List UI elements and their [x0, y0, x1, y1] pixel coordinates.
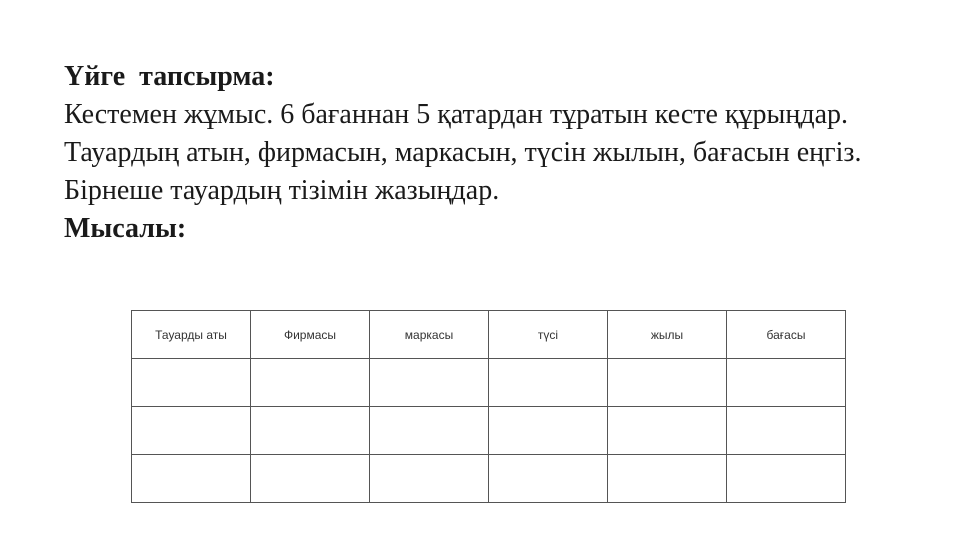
slide-text-block — [64, 58, 894, 248]
table-cell — [489, 407, 608, 455]
column-header-product-name: Тауарды аты — [132, 311, 251, 359]
table-cell — [251, 359, 370, 407]
column-header-brand: маркасы — [370, 311, 489, 359]
task-description: Кестемен жұмыс. 6 бағаннан 5 қатардан тұратын кесте құрыңдар. Тауардың атын, фирмасын, маркасын, түсін жылын, бағасын еңгіз. Бірнеше тауардың тізімін жазыңдар. — [64, 99, 862, 206]
table-cell — [370, 359, 489, 407]
table-cell — [727, 407, 846, 455]
table-cell — [370, 407, 489, 455]
column-header-price: бағасы — [727, 311, 846, 359]
table-row — [132, 359, 846, 407]
table-row — [132, 455, 846, 503]
table-cell — [608, 455, 727, 503]
table-header-row — [132, 311, 846, 359]
table-cell — [489, 455, 608, 503]
table-cell — [251, 455, 370, 503]
table-cell — [727, 359, 846, 407]
table-cell — [132, 455, 251, 503]
table-cell — [370, 455, 489, 503]
column-header-firm: Фирмасы — [251, 311, 370, 359]
homework-heading: Үйге тапсырма: — [64, 61, 275, 92]
column-header-color: түсі — [489, 311, 608, 359]
table-cell — [489, 359, 608, 407]
table-cell — [132, 407, 251, 455]
column-header-year: жылы — [608, 311, 727, 359]
table-cell — [251, 407, 370, 455]
example-table — [131, 310, 846, 503]
table-cell — [608, 407, 727, 455]
table-cell — [132, 359, 251, 407]
table-cell — [727, 455, 846, 503]
example-label: Мысалы: — [64, 213, 187, 244]
table-cell — [608, 359, 727, 407]
table-row — [132, 407, 846, 455]
